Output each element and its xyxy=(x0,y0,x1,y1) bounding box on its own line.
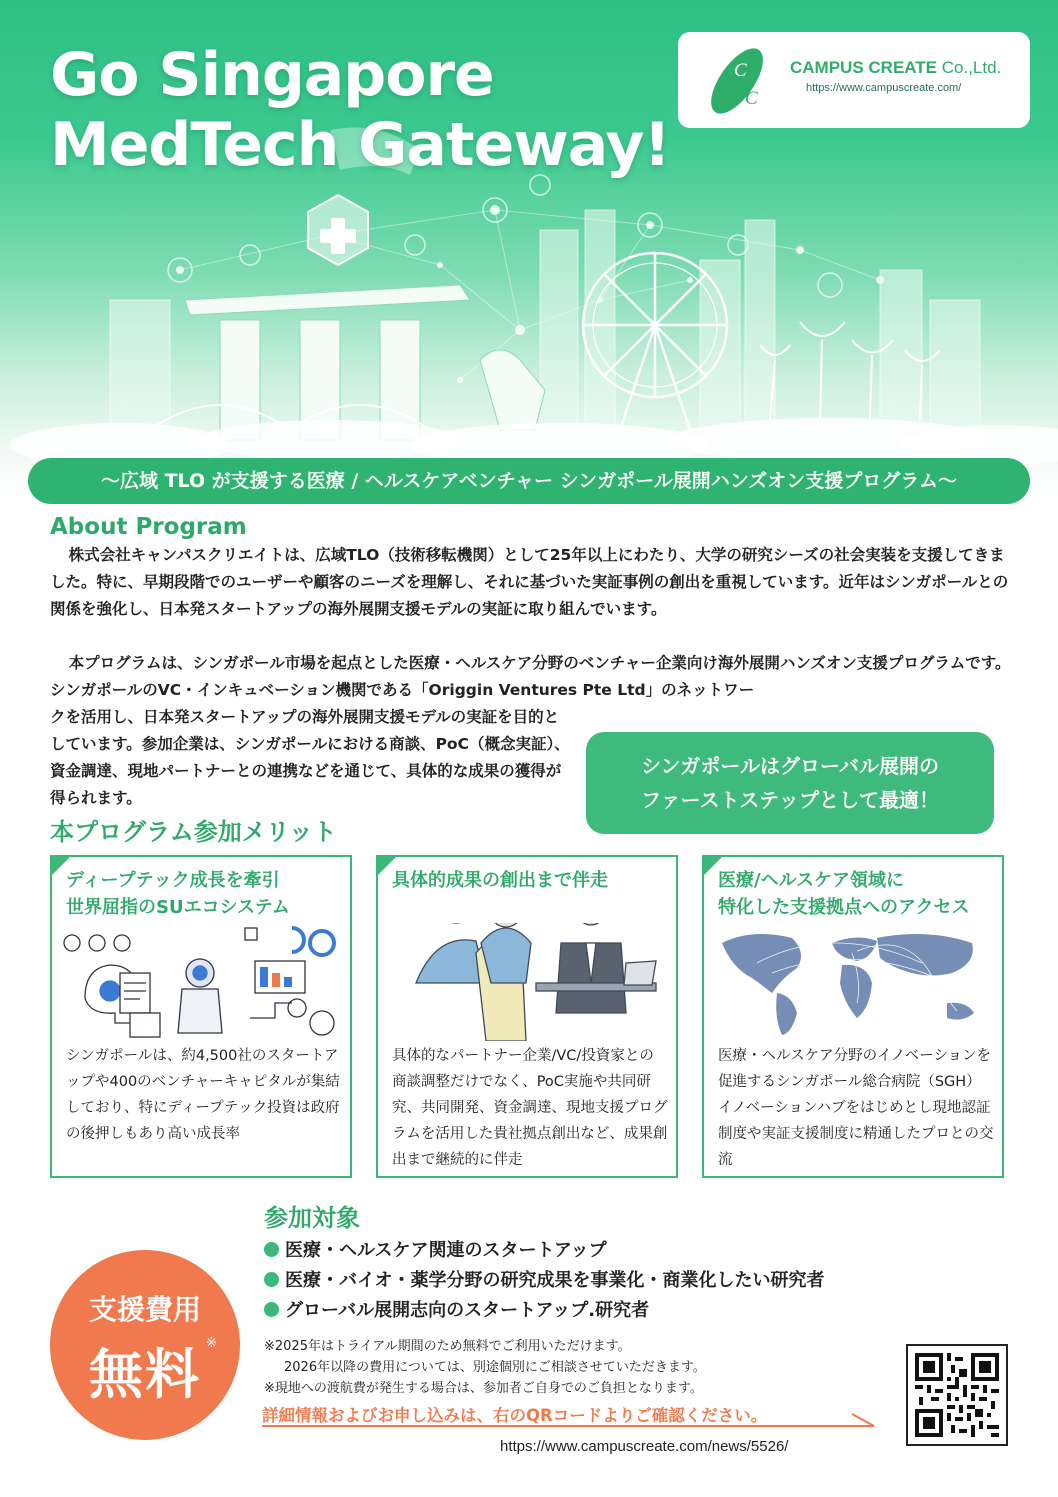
company-name-suffix: Co.,Ltd. xyxy=(937,58,1002,77)
callout-line-1: シンガポールはグローバル展開の xyxy=(640,754,940,778)
title-line-1: Go Singapore xyxy=(50,40,494,110)
merit-card-title-line-1: 具体的成果の創出まで伴走 xyxy=(392,870,608,891)
hero-banner xyxy=(0,0,1058,500)
list-item xyxy=(264,1266,824,1296)
company-url[interactable]: https://www.campuscreate.com/ xyxy=(806,82,962,94)
merit-card-title xyxy=(392,867,608,894)
bullet-dot-icon xyxy=(264,1302,279,1317)
fee-note-mark: ※ xyxy=(206,1336,217,1351)
merit-card-support xyxy=(376,855,678,1178)
page-title xyxy=(50,40,670,180)
svg-text:C: C xyxy=(745,88,758,109)
merit-card-title xyxy=(66,867,290,921)
note-line: ※現地への渡航費が発生する場合は、参加者ご自身でのご負担となります。 xyxy=(264,1381,703,1396)
note-line: ※2025年はトライアル期間のため無料でご利用いただけます。 xyxy=(264,1339,631,1354)
target-heading: 参加対象 xyxy=(264,1204,360,1232)
qr-code[interactable] xyxy=(906,1344,1008,1446)
bullet-dot-icon xyxy=(264,1242,279,1257)
merit-card-body: シンガポールは、約4,500社のスタートアップや400のベンチャーキャピタルが集結しており、特にディープテック投資は政府の後押しもあり高い成長率 xyxy=(66,1048,340,1142)
cta-underline-arrow xyxy=(262,1412,888,1432)
target-list xyxy=(264,1236,824,1326)
company-name xyxy=(790,58,1001,78)
world-map-illustration xyxy=(712,923,996,1041)
merit-card-title xyxy=(718,867,969,921)
note-line: 2026年以降の費用については、別途個別にご相談させていただきます。 xyxy=(284,1360,706,1375)
about-paragraph-2a: 本プログラムは、シンガポール市場を起点とした医療・ヘルスケア分野のベンチャー企業向け海外展開ハンズオン支援プログラムです。シンガポールのVC・インキュベーション機関である「Origgin Ventures Pte Ltd」のネットワー xyxy=(50,654,1011,699)
about-heading: About Program xyxy=(50,514,247,540)
merit-card-title-line-1: ディープテック成長を牽引 xyxy=(66,870,280,891)
ai-robot-illustration xyxy=(60,923,344,1041)
campus-create-logo-icon xyxy=(698,42,776,120)
target-item-label: 医療・ヘルスケア関連のスタートアップ xyxy=(285,1240,607,1261)
about-paragraph-1: 株式会社キャンパスクリエイトは、広域TLO（技術移転機関）として25年以上にわたり、大学の研究シーズの社会実装を支援してきました。特に、早期段階でのユーザーや顧客のニーズを理解し、それに基づいた実証事例の創出を重視しています。近年はシンガポールとの関係を強化し、日本発スタートアップの海外展開支援モデルの実証に取り組んでいます。 xyxy=(50,546,1009,618)
list-item xyxy=(264,1296,824,1326)
business-meeting-illustration xyxy=(386,923,670,1041)
svg-text:C: C xyxy=(711,86,724,107)
merit-card-title-line-1: 医療/ヘルスケア領域に xyxy=(718,870,905,891)
target-item-label: 医療・バイオ・薬学分野の研究成果を事業化・商業化したい研究者 xyxy=(285,1270,825,1291)
company-logo-box xyxy=(678,32,1030,128)
bullet-dot-icon xyxy=(264,1272,279,1287)
fee-value: 無料 xyxy=(89,1343,201,1406)
fee-label: 支援費用 xyxy=(88,1293,201,1326)
detail-url-link[interactable]: https://www.campuscreate.com/news/5526/ xyxy=(500,1438,789,1455)
company-name-main: CAMPUS CREATE xyxy=(790,58,938,77)
fee-notes xyxy=(264,1336,706,1399)
cta-text: 詳細情報およびお申し込みは、右のQRコードよりご確認ください。 xyxy=(262,1406,768,1425)
merit-card-body: 医療・ヘルスケア分野のイノベーションを促進するシンガポール総合病院（SGH）イノベーションハブをはじめとし現地認証制度や実証支援制度に精通したプロとの交流 xyxy=(718,1048,994,1168)
singapore-callout xyxy=(586,732,994,834)
free-fee-badge xyxy=(50,1250,240,1440)
merit-card-access xyxy=(702,855,1004,1178)
merit-card-title-line-2: 特化した支援拠点へのアクセス xyxy=(718,897,970,918)
program-subtitle-bar: ～広域 TLO が支援する医療 / ヘルスケアベンチャー シンガポール展開ハンズオン支援プログラム～ xyxy=(28,458,1030,504)
merit-card-ecosystem xyxy=(50,855,352,1178)
merits-heading: 本プログラム参加メリット xyxy=(50,818,337,846)
list-item xyxy=(264,1236,824,1266)
callout-line-2: ファーストステップとして最適！ xyxy=(641,788,939,812)
merit-card-body: 具体的なパートナー企業/VC/投資家との商談調整だけでなく、PoC実施や共同研究、共同開発、資金調達、現地支援プログラムを活用した貴社拠点創出など、成果創出まで継続的に伴走 xyxy=(392,1048,668,1168)
title-line-2: MedTech Gateway! xyxy=(50,110,670,180)
svg-text:C: C xyxy=(734,60,747,81)
merit-card-title-line-2: 世界屈指のSUエコシステム xyxy=(66,897,290,918)
about-paragraph-2b: クを活用し、日本発スタートアップの海外展開支援モデルの実証を目的としています。参加企業は、シンガポールにおける商談、PoC（概念実証）、資金調達、現地パートナーとの連携などを通じて、具体的な成果の獲得が得られます。 xyxy=(50,708,570,807)
target-item-label: グローバル展開志向のスタートアップ.研究者 xyxy=(285,1300,650,1321)
qr-code-icon xyxy=(915,1353,999,1437)
